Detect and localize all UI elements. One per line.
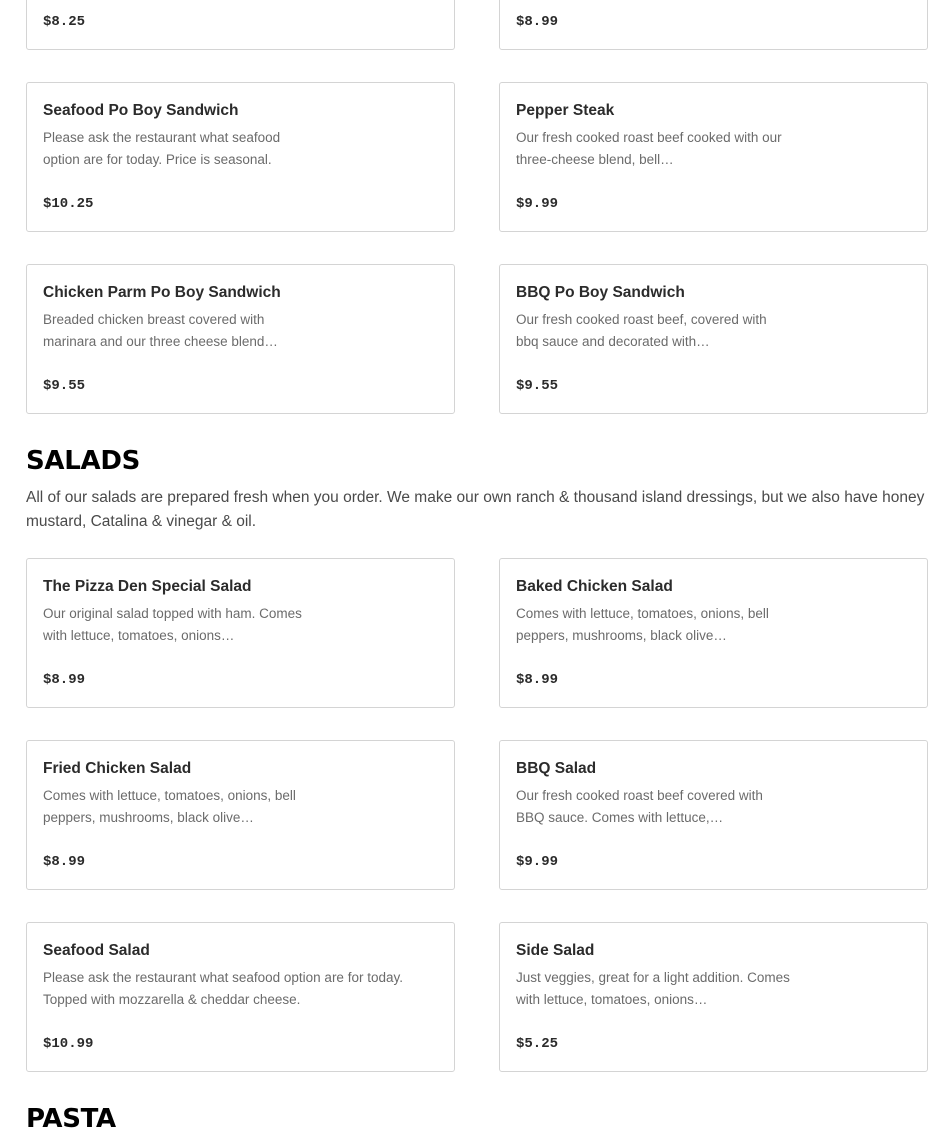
menu-item-price: $8.99 xyxy=(516,672,559,688)
menu-item-card[interactable] xyxy=(26,264,455,414)
menu-item-name: The Pizza Den Special Salad xyxy=(43,578,252,595)
menu-item-name: BBQ Salad xyxy=(516,760,597,777)
menu-item-description: Comes with lettuce, tomatoes, onions, bell peppers, mushrooms, black olive… xyxy=(43,788,296,825)
menu-item-price: $8.99 xyxy=(516,14,559,30)
menu-item-card[interactable] xyxy=(26,558,455,708)
menu-item-name: Fried Chicken Salad xyxy=(43,760,192,777)
menu-item-card[interactable] xyxy=(499,82,928,232)
menu-item-name: Chicken Parm Po Boy Sandwich xyxy=(43,284,281,301)
menu-item-card[interactable] xyxy=(499,922,928,1072)
menu-item-card[interactable] xyxy=(499,740,928,890)
section-description-salads: All of our salads are prepared fresh when you order. We make our own ranch & thousand island dressings, but we also have honey mustard, Catalina & vinegar & oil. xyxy=(26,489,925,530)
menu-item-card[interactable] xyxy=(499,264,928,414)
menu-item-card[interactable] xyxy=(26,740,455,890)
menu-item-price: $9.99 xyxy=(516,196,559,212)
menu-item-name: Side Salad xyxy=(516,942,595,959)
menu-item-price: $9.55 xyxy=(516,378,559,394)
menu-item-name: Baked Chicken Salad xyxy=(516,578,673,595)
menu-item-description: Please ask the restaurant what seafood option are for today. Price is seasonal. xyxy=(43,130,281,167)
menu-item-description: Breaded chicken breast covered with marinara and our three cheese blend… xyxy=(43,312,278,349)
section-title-pasta: PASTA xyxy=(26,1104,116,1134)
menu-item-card[interactable] xyxy=(499,558,928,708)
menu-item-description: Our fresh cooked roast beef, covered with bbq sauce and decorated with… xyxy=(516,312,767,349)
menu-item-price: $9.55 xyxy=(43,378,86,394)
menu-item-card[interactable] xyxy=(26,922,455,1072)
menu-item-price: $8.99 xyxy=(43,672,86,688)
menu-item-price: $8.99 xyxy=(43,854,86,870)
menu-item-description: Comes with lettuce, tomatoes, onions, bell peppers, mushrooms, black olive… xyxy=(516,606,769,643)
menu-item-card[interactable] xyxy=(499,0,928,50)
menu-item-name: Seafood Salad xyxy=(43,942,150,959)
menu-item-description: Our fresh cooked roast beef cooked with our three-cheese blend, bell… xyxy=(516,130,782,167)
menu-item-name: Pepper Steak xyxy=(516,102,615,119)
menu-item-price: $8.25 xyxy=(43,14,86,30)
menu-item-price: $9.99 xyxy=(516,854,559,870)
menu-item-price: $5.25 xyxy=(516,1036,559,1052)
menu-item-price: $10.99 xyxy=(43,1036,94,1052)
section-title-salads: SALADS xyxy=(26,446,141,476)
menu-item-name: BBQ Po Boy Sandwich xyxy=(516,284,685,301)
menu-item-description: Just veggies, great for a light addition. Comes with lettuce, tomatoes, onions… xyxy=(516,970,790,1007)
menu-item-description: Please ask the restaurant what seafood option are for today. Topped with mozzarella & cheddar cheese. xyxy=(43,970,403,1007)
menu-item-description: Our original salad topped with ham. Comes with lettuce, tomatoes, onions… xyxy=(43,606,302,643)
menu-item-description: Our fresh cooked roast beef covered with BBQ sauce. Comes with lettuce,… xyxy=(516,788,763,825)
menu-item-card[interactable] xyxy=(26,0,455,50)
menu-item-name: Seafood Po Boy Sandwich xyxy=(43,102,239,119)
menu-item-price: $10.25 xyxy=(43,196,94,212)
menu-item-card[interactable] xyxy=(26,82,455,232)
